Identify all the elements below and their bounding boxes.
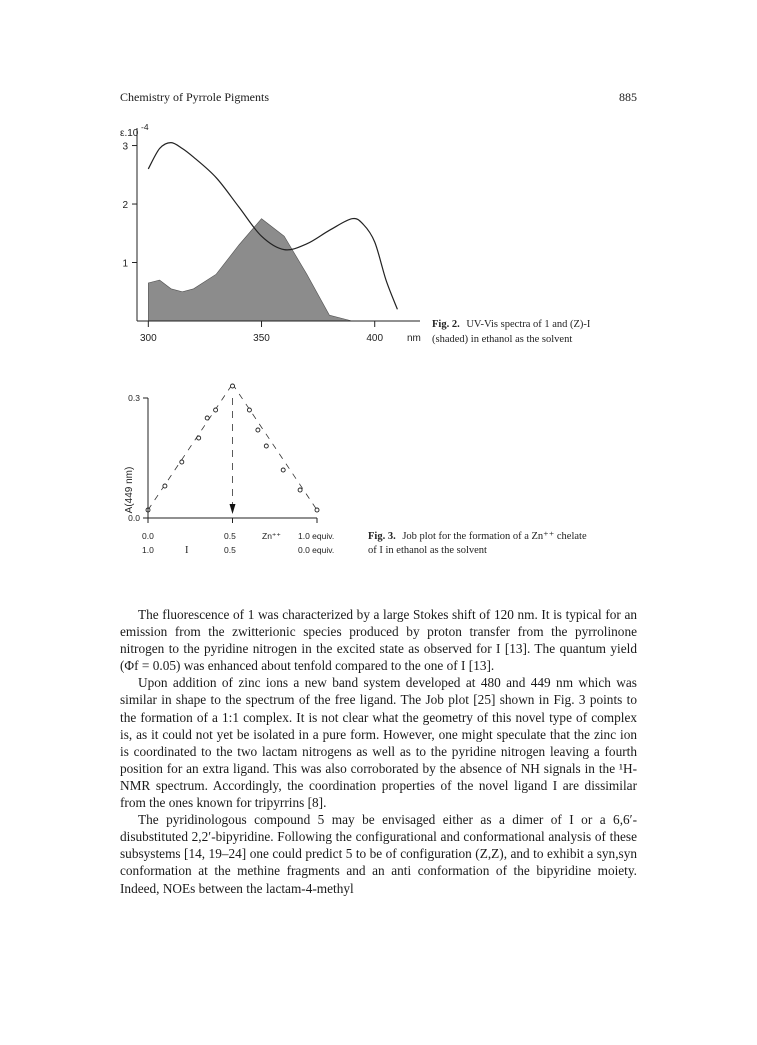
fig2-y-axis-title	[120, 122, 149, 139]
fig2-caption-line-2: (shaded) in ethanol as the solvent	[432, 334, 573, 345]
fig3-x-label2-ligand: I	[185, 545, 189, 556]
job-plot-point	[256, 428, 260, 432]
job-plot-point	[163, 484, 167, 488]
fig2-y-axis-label: ε.10	[120, 128, 139, 139]
fig3-axes	[128, 393, 317, 523]
job-plot-falling-line	[233, 384, 318, 510]
fig3-caption-line-2: of I in ethanol as the solvent	[368, 545, 487, 556]
job-plot-point	[298, 488, 302, 492]
job-plot-point	[264, 444, 268, 448]
fig2-x-tick-label: 350	[253, 333, 270, 344]
job-plot-rising-line	[148, 384, 233, 510]
fig3-caption-label: Fig. 3.	[368, 531, 396, 542]
fig2-y-tick-label: 2	[122, 200, 128, 212]
fig3-x-labels	[142, 531, 334, 556]
paragraph-2: Upon addition of zinc ions a new band system developed at 480 and 449 nm which was similar in shape to the spectrum of the free ligand. The Job plot [25] shown in Fig. 3 points to the formation of a 1:1 complex. It is not clear what the geometry of this novel type of complex is, as it could not yet be isolated in a pure form. However, one might speculate that the zinc ion is coordinated to the two lactam nitrogens as well as to the pyridine nitrogen leaving a fourth position for an extra ligand. This was also corroborated by the absence of NH signals in the ¹H-NMR spectrum. Accordingly, the coordination properties of the novel ligand I are dissimilar from the ones known for tripyrrins [8].	[120, 675, 637, 811]
job-plot-point	[197, 436, 201, 440]
fig3-y-axis-label: A(449 nm)	[124, 466, 135, 514]
fig3-y-tick-label: 0.3	[128, 393, 140, 403]
fig3-x-label-1.0-equiv: 1.0 equiv.	[298, 531, 335, 541]
running-head-title: Chemistry of Pyrrole Pigments	[120, 90, 269, 104]
body-text	[120, 606, 637, 897]
job-plot-point	[247, 408, 251, 412]
fig3-x-label-0.0: 0.0	[142, 531, 154, 541]
fig2-plot-area	[148, 143, 397, 321]
job-plot-point	[180, 460, 184, 464]
svg-text:Fig. 3. Job plot for the f	[368, 531, 587, 542]
paragraph-3: The pyridinologous compound 5 may be envisaged either as a dimer of I or a 6,6′-disubstituted 2,2′-bipyridine. Following the configurational and conformational analysis of these subsystems [14, 19–24] one could predict 5 to be of configuration (Z,Z), and to exhibit a syn,syn conformation at the methine fragments and an anti conformation of the bipyridine moiety. Indeed, NOEs between the lactam-4-methyl	[120, 812, 637, 896]
fig2-caption-line-1: UV-Vis spectra of 1 and (Z)-I	[466, 319, 591, 330]
fig2-x-tick-label: 400	[366, 333, 384, 344]
fig3-x-label-0.5: 0.5	[224, 531, 236, 541]
fig3-x-label2-0.5: 0.5	[224, 545, 236, 555]
job-plot-point	[281, 468, 285, 472]
fig2-caption-label: Fig. 2.	[432, 319, 460, 330]
stoichiometry-arrow-head	[230, 504, 236, 514]
page-number: 885	[619, 90, 637, 104]
job-plot-point	[315, 508, 319, 512]
fig3-x-label-zn: Zn⁺⁺	[262, 531, 281, 541]
fig3-x-label2-0.0-equiv: 0.0 equiv.	[298, 545, 335, 555]
svg-text:Fig. 2. UV-Vis spectra of	[432, 319, 591, 330]
fig3-caption-line-1: Job plot for the formation of a Zn⁺⁺ chelate	[402, 531, 587, 542]
shaded-spectrum-area	[148, 219, 397, 321]
figure-2-uv-vis-spectra	[0, 0, 757, 370]
fig2-y-tick-label: 3	[122, 141, 128, 153]
fig3-x-label2-1.0: 1.0	[142, 545, 154, 555]
fig3-y-tick-label: 0.0	[128, 513, 140, 523]
fig2-y-axis-exponent: -4	[141, 122, 149, 132]
figure-3-job-plot	[0, 380, 757, 580]
job-plot-point	[205, 416, 209, 420]
fig2-x-unit: nm	[407, 333, 421, 344]
job-plot-point	[214, 408, 218, 412]
fig3-plot-area	[146, 384, 319, 514]
paragraph-1: The fluorescence of 1 was characterized by a large Stokes shift of 120 nm. It is typical for an emission from the zwitterionic species produced by proton transfer from the pyrrolinone nitrogen to the pyridine nitrogen in the excited state as observed for I [13]. The quantum yield (Φf = 0.05) was enhanced about tenfold compared to the one of I [13].	[120, 607, 637, 674]
fig2-x-tick-label: 300	[139, 333, 157, 344]
fig2-y-tick-label: 1	[122, 258, 128, 270]
job-plot-point	[231, 384, 235, 388]
